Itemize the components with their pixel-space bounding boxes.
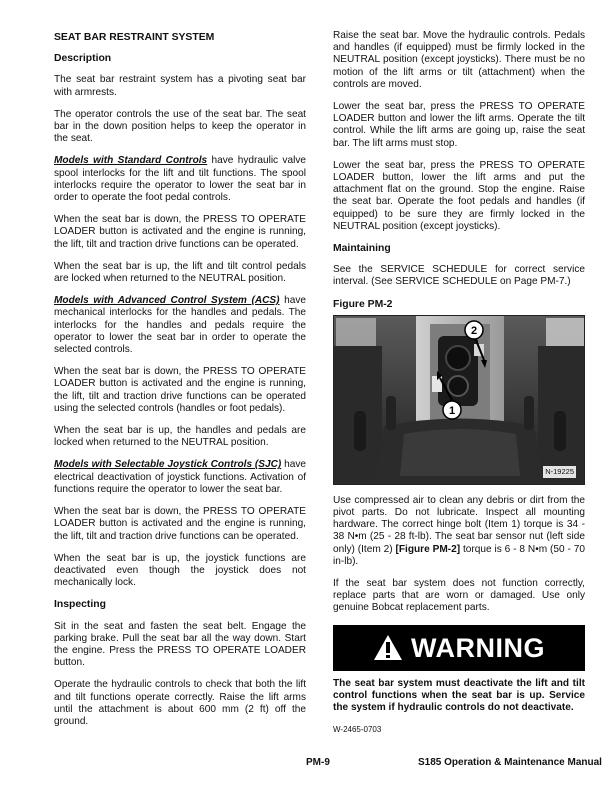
page-number: PM-9 <box>306 757 330 768</box>
paragraph: Operate the hydraulic controls to check that both the lift and tilt functions operate correctly. Raise the lift arms until the attachment is about 600 mm (2 ft) off the ground. <box>54 679 306 727</box>
figure-reference: [Figure PM-2] <box>395 543 461 555</box>
paragraph-sjc <box>54 459 306 496</box>
acs-text: have mechanical interlocks for the handles and pedals. The interlocks for the handles and pedals require the operator to lower the seat bar in order to operate the selected controls. <box>54 295 306 356</box>
standard-controls-lead: Models with Standard Controls <box>54 155 208 167</box>
maintaining-heading: Maintaining <box>333 243 391 255</box>
acs-lead: Models with Advanced Control System (ACS) <box>54 295 280 307</box>
paragraph: Lower the seat bar, press the PRESS TO OPERATE LOADER button and lower the lift arms. Operate the tilt control. While the lift arms are going up, raise the seat bar. The lift arms must stop. <box>333 101 585 149</box>
torque-text-b: torque is 6 - 8 N•m (50 - 70 in-lb). <box>333 543 585 567</box>
torque-text-a: Use compressed air to clean any debris or dirt from the pivot parts. Do not lubricate. Inspect all mounting hardware. The correct hinge bolt (Item 1) torque is 34 - 38 N•m (25 - 28 ft-lb). The seat bar sensor nut (left side only) (Item 2) <box>333 494 585 555</box>
paragraph: When the seat bar is up, the joystick functions are deactivated even though the joystick does not mechanically lock. <box>54 552 306 589</box>
figure-title: Figure PM-2 <box>333 298 393 310</box>
left-column <box>54 30 306 738</box>
sjc-text: have electrical deactivation of joystick functions. Activation of functions require the operator to lower the seat bar. <box>54 459 306 495</box>
right-column <box>333 30 585 747</box>
seat-bar-photo-illustration <box>334 316 585 485</box>
paragraph: The operator controls the use of the seat bar. The seat bar in the down position helps to keep the operator in the seat. <box>54 108 306 145</box>
paragraph-standard-controls <box>54 155 306 204</box>
paragraph: When the seat bar is up, the lift and tilt control pedals are locked when returned to the NEUTRAL position. <box>54 260 306 285</box>
paragraph: When the seat bar is up, the handles and pedals are locked when returned to the NEUTRAL position. <box>54 425 306 449</box>
paragraph: When the seat bar is down, the PRESS TO OPERATE LOADER button is activated and the engine is running, the lift, tilt and traction drive functions can be operated. <box>54 214 306 250</box>
section-title: SEAT BAR RESTRAINT SYSTEM <box>54 32 215 43</box>
warning-label: WARNING <box>411 632 545 663</box>
paragraph: Sit in the seat and fasten the seat belt. Engage the parking brake. Pull the seat bar all the way down. Start the engine. Press the PRESS TO OPERATE LOADER button. <box>54 620 306 669</box>
figure-code: N-19225 <box>543 466 576 478</box>
manual-title: S185 Operation & Maintenance Manual <box>418 757 602 768</box>
sjc-lead: Models with Selectable Joystick Controls (SJC) <box>54 459 282 471</box>
paragraph-acs <box>54 295 306 356</box>
paragraph: Lower the seat bar, press the PRESS TO OPERATE LOADER button, lower the lift arms and put the attachment flat on the ground. Stop the engine. Raise the seat bar. Operate the foot pedals and handles (if equipped) to be sure they are firmly locked in the NEUTRAL position (except joysticks). <box>333 159 585 232</box>
standard-controls-text: have hydraulic valve spool interlocks for the lift and tilt functions. The spool interlocks require the operator to lower the seat bar in order to operate the foot pedal controls. <box>54 155 306 204</box>
paragraph: See the SERVICE SCHEDULE for correct service interval. (See SERVICE SCHEDULE on Page PM-7.) <box>333 264 585 288</box>
inspecting-heading: Inspecting <box>54 599 106 611</box>
paragraph: If the seat bar system does not function correctly, replace parts that are worn or damaged. Use only genuine Bobcat replacement parts. <box>333 578 585 614</box>
warning-text: The seat bar system must deactivate the lift and tilt control functions when the seat bar is up. Service the system if hydraulic controls do not deactivate. <box>333 677 585 714</box>
description-heading: Description <box>54 53 112 65</box>
paragraph-torque <box>333 495 585 568</box>
warning-triangle-icon <box>373 634 403 661</box>
warning-code: W-2465-0703 <box>333 725 382 735</box>
warning-banner <box>333 625 585 671</box>
paragraph: When the seat bar is down, the PRESS TO OPERATE LOADER button is activated and the engine is running, the lift, tilt and traction drive functions can be operated. <box>54 506 306 542</box>
paragraph: The seat bar restraint system has a pivoting seat bar with armrests. <box>54 74 306 98</box>
paragraph: When the seat bar is down, the PRESS TO OPERATE LOADER button is activated and the engine is running, the lift, tilt and traction drive functions can be operated using the selected controls (handles or foot pedals). <box>54 366 306 414</box>
callout-2: 2 <box>470 324 478 337</box>
figure-pm-2-photo <box>333 315 585 485</box>
callout-1: 1 <box>448 404 456 417</box>
paragraph: Raise the seat bar. Move the hydraulic controls. Pedals and handles (if equipped) must be firmly locked in the NEUTRAL position (except joysticks). There must be no motion of the lift arms or tilt (attachment) when the controls are moved. <box>333 30 585 90</box>
